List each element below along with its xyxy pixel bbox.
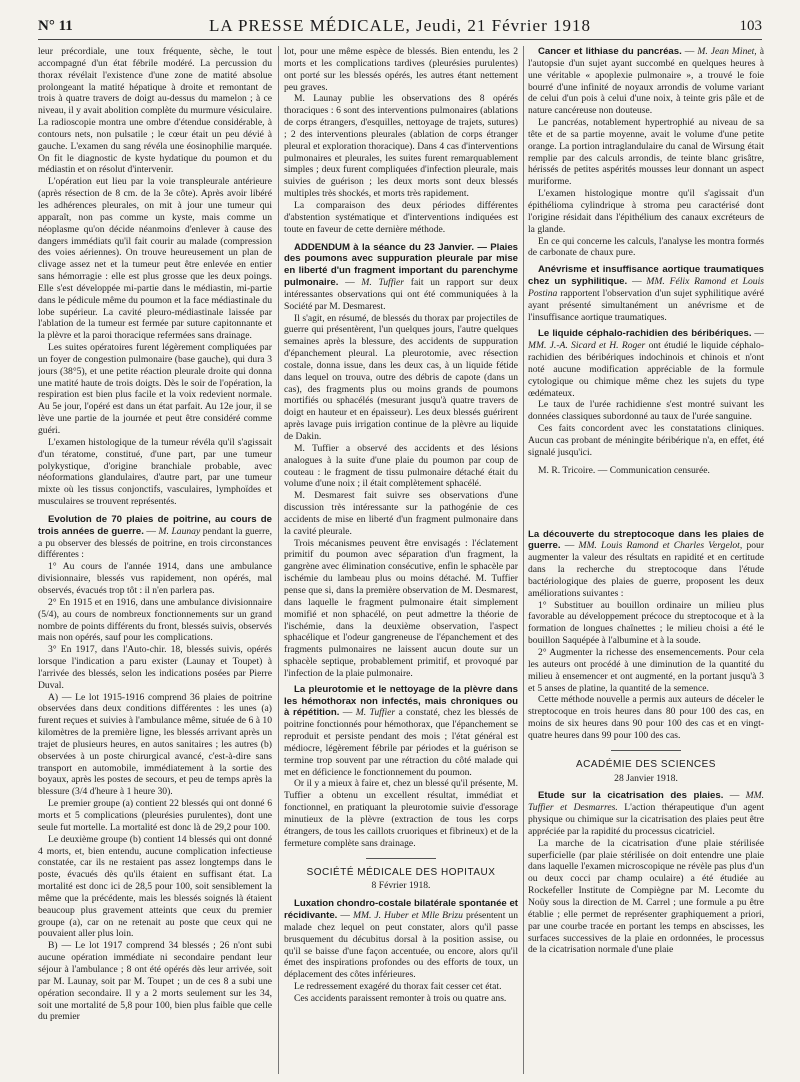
- article-intro: Le liquide céphalo-rachidien des béribériques. — MM. J.-A. Sicard et H. Roger ont étudié le liquide céphalo-rachidien des béribériques indochinois et chinois et n'ont noté aucune modification appréciable de la formule cytologique ou chimique même chez les sujets du type œdémateux.: [528, 328, 764, 399]
- paragraph: Cette méthode nouvelle a permis aux auteurs de déceler le streptocoque en trois heures dans 80 pour 100 des cas, en moins de six heures dans 90 pour 100 des cas et en vingt-quatre heures dans 99 pour 100 des cas.: [528, 694, 764, 741]
- paragraph: lot, pour une même espèce de blessés. Bien entendu, les 2 morts et les complications tardives (pleurésies purulentes) ont porté sur les blessés opérés, les autres étant nettement peu graves.: [284, 46, 518, 93]
- paragraph: leur précordiale, une toux fréquente, sèche, le tout accompagné d'un état fébrile modéré. La percussion du thorax révélait l'existence d'une zone de matité absolue prolongeant la matité hépatique à droite et remontant de trois à quatre travers de doigt au-dessus du mamelon ; à ce niveau, il y avait abolition complète du murmure vésiculaire. La radioscopie montra une ombre d'étendue considérable, à contours nets, non pulsatile ; le cœur était un peu dévié à gauche. L'examen du sang révéla une éosinophilie marquée. On fit le diagnostic de kyste hydatique du poumon et du médiastin et on résolut d'intervenir.: [38, 46, 272, 176]
- paragraph-text: présentent un malade chez lequel on peut constater, alors qu'il passe brusquement du décubitus dorsal à la position assise, ou qu'il se baisse d'une façon accentuée, ou encore, alors qu'il émet des inspirations profondes ou des efforts de toux, un déplacement des côtes inférieures.: [284, 910, 518, 981]
- article-author: M. Tuffier: [361, 277, 405, 289]
- article-intro: Cancer et lithiase du pancréas. — M. Jean Minet, à l'autopsie d'un sujet ayant succombé en quelques heures à une véritable « apoplexie pulmonaire », a trouvé le foie bourré d'une infinité de noyaux arrondis de volume variant de celui d'un pois à celui d'une noix, à teinte gris pâle et de nature cancéreuse non douteuse.: [528, 46, 764, 117]
- article-heading: ADDENDUM à la séance du 23 Janvier. — Plaies des poumons avec suppuration pleurale par mise en liberté d'un fragment important du parenchyme pulmonaire.: [284, 241, 518, 289]
- paragraph: Les suites opératoires furent légèrement compliquées par un foyer de congestion pulmonaire (base gauche), qui dura 3 jours (38°5), et une petite réaction pleurale droite qui donna une matité haute de trois doigts. Dès le soir de l'opération, la respiration est bien plus facile et la voix redevient normale. Au 5e jour, l'opéré est dans un état parfait. Au 12e jour, il se lève une partie de la journée et peut être considéré comme guéri.: [38, 342, 272, 436]
- paragraph: M. Desmarest fait suivre ses observations d'une discussion très intéressante sur la pathogénie de ces accidents de mise en liberté d'un fragment pulmonaire dans la cavité pleurale.: [284, 490, 518, 537]
- article-author: M. Jean Minet,: [697, 46, 757, 57]
- paragraph-text: pour augmenter la valeur des résultats en rapidité et en certitude dans la recherche du streptocoque dans l'étude bactériologique des plaies de guerre, proposent les deux améliorations suivantes :: [528, 540, 764, 599]
- list-item: 1° Substituer au bouillon ordinaire un milieu plus favorable au développement précoce du streptocoque et à la formation de longues chaînettes ; le milieu choisi a été le bouillon Saquépée à l'albumine et à la soude.: [528, 599, 764, 647]
- paragraph-text: L'action thérapeutique d'un agent physique ou chimique sur la cicatrisation des plaies peut être appréciée par la rapidité du processus cicatriciel.: [528, 802, 764, 837]
- article-heading: Etude sur la cicatrisation des plaies.: [538, 790, 724, 802]
- article-author: MM. Félix Ramond et Louis Postina: [528, 276, 764, 299]
- paragraph: Il s'agit, en résumé, de blessés du thorax par projectiles de guerre qui présentèrent, l'un quelques jours, l'autre quelques semaines après la blessure, des accidents de suppuration d'épanchement pleural. La pleurotomie, avec résection costale, donna issue, dans les deux cas, à un liquide fétide dans lequel on trouva, outre des débris de capote (dans un cas), des fragments plus ou moins grands de poumons mortifiés ou sphacélés (mesurant jusqu'à quatre travers de doigt en hauteur et en épaisseur). Les deux blessés guérirent après lavage puis irrigation continue de la plèvre au liquide de Dakin.: [284, 312, 518, 442]
- page-number: 103: [739, 18, 762, 34]
- paragraph: Trois mécanismes peuvent être envisagés : l'éclatement primitif du poumon avec séparation d'un fragment, la gangrène avec élimination consécutive, enfin le sphacèle par ischémie du lambeau plus ou moins détaché. M. Tuffier pense que si, dans la première observation de M. Desmarest, dans laquelle le fragment pulmonaire était simplement momifié et non sphacélé, on peut admettre la théorie de l'ischémie, dans la deuxième observation, l'aspect sphacélique et l'odeur gangreneuse de l'épanchement et des fragments pulmonaires ne laissent aucun doute sur un sphacèle septique, probablement primitif, et provoqué par l'infection de la plaie pulmonaire.: [284, 537, 518, 679]
- signature-line: M. R. Tricoire. — Communication censurée.: [538, 464, 710, 476]
- blank-space: [528, 477, 764, 529]
- column-2: [284, 46, 518, 1074]
- paragraph-text: fait un rapport sur deux intéressantes observations qui ont été communiquées à la Société par M. Desmarest.: [284, 277, 518, 312]
- article-author: M. Launay: [158, 525, 201, 537]
- column-1: [38, 46, 272, 1074]
- paragraph-text: pendant la guerre, a pu observer des blessés de poitrine, en trois circonstances différentes :: [38, 525, 272, 561]
- section-date: 28 Janvier 1918.: [614, 772, 678, 784]
- article-heading: Cancer et lithiase du pancréas.: [538, 46, 682, 57]
- paragraph: Or il y a mieux à faire et, chez un blessé qu'il présente, M. Tuffier a obtenu un excellent résultat, immédiat et fonctionnel, en pratiquant la pleurotomie suivie d'essorage minutieux de la plèvre (extraction de tous les corps étrangers, de tous les caillots cruoriques et fibrineux) et de la fermeture complète sans drainage.: [284, 778, 518, 849]
- paragraph: En ce qui concerne les calculs, l'analyse les montra formés de carbonate de chaux pure.: [528, 235, 764, 259]
- article-heading: Luxation chondro-costale bilatérale spontanée et récidivante.: [284, 898, 518, 922]
- paragraph: Le pancréas, notablement hypertrophié au niveau de sa tête et de sa partie moyenne, avait le volume d'une petite orange. La portion intraglandulaire du canal de Wirsung était remplie par des calculs arrondis, de teinte blanc grisâtre, hérissés de petites aspérités mousses leur donnant un aspect muriforme.: [528, 117, 764, 188]
- paragraph: M. Launay publie les observations des 8 opérés thoraciques : 6 sont des interventions pulmonaires (ablations de corps étrangers, d'esquilles, nettoyage de trajets, sutures) ; 2 des interventions pleurales (ablation de corps étranger pleural et exploration thoracique). Dans 4 cas d'interventions pulmonaires et pleurales, les suites furent remarquablement simples ; deux furent compliquées d'infection pleurale, mais suivies de guérison ; les deux morts sont deux blessés multiples très shockés, et morts très rapidement.: [284, 93, 518, 200]
- paragraph: B) — Le lot 1917 comprend 34 blessés ; 26 n'ont subi aucune opération immédiate ni secondaire pendant leur séjour à l'ambulance ; 8 ont été opérés dès leur arrivée, soit par M. Launay, soit par M. Toupet ; un de ces 8 a subi une opération secondaire. Il y a 2 morts seulement sur les 34, soit une mortalité de 5,8 pour 100, bien plus faible que celle du premier: [38, 940, 272, 1023]
- column-3: [528, 46, 764, 1074]
- section-date: 8 Février 1918.: [371, 880, 431, 892]
- article-author: MM. J. Huber et Mlle Brizu: [352, 910, 463, 922]
- paragraph: L'opération eut lieu par la voie transpleurale antérieure (après résection de 8 cm. de la 3e côte). Après avoir libéré les adhérences pleurales, on mit à jour une tumeur qui apparaît, non pas comme un kyste, mais comme un néoplasme qu'on décide néanmoins d'enlever à cause des dangers immédiats qu'il fait courir au malade (compression des voies aériennes). On trouve heureusement un plan de clivage assez net et la tumeur peut être enlevée en entier sans hémorragie : elle est plus grosse que les deux poings. Elle s'est développée mi-partie dans le médiastin, mi-partie dans le pédicule même du poumon et la face médiastinale du lobe supérieur. La cavité pleuro-médiastinale laissée par l'ablation de la tumeur est fermée par suture capitonnante et la plèvre et la paroi thoracique refermées sans drainage.: [38, 176, 272, 342]
- paragraph: M. Tuffier a observé des accidents et des lésions analogues à la suite d'une plaie du poumon par coup de couteau : le fragment de tissu pulmonaire détaché était du volume d'une noix ; il était complètement sphacélé.: [284, 442, 518, 490]
- article-intro: ADDENDUM à la séance du 23 Janvier. — Plaies des poumons avec suppuration pleurale par mise en liberté d'un fragment important du parenchyme pulmonaire. — M. Tuffier fait un rapport sur deux intéressantes observations qui ont été communiquées à la Société par M. Desmarest.: [284, 241, 518, 312]
- paragraph: L'examen histologique de la tumeur révéla qu'il s'agissait d'un tératome, constitué, d'une part, par une tumeur polykystique, d'origine branchiale probable, avec néoformations glandulaires, d'autre part, par une tumeur mixte où les tissus conjonctifs, vasculaires, lymphoïdes et musculaires se trouvent représentés.: [38, 436, 272, 508]
- paragraph-text: rapportent l'observation d'un sujet syphilitique avéré ayant présenté simultanément un anévrisme et de l'insuffisance aortique traumatiques.: [528, 287, 764, 323]
- article-intro: La découverte du streptocoque dans les plaies de guerre. — MM. Louis Ramond et Charles Vergelot, pour augmenter la valeur des résultats en rapidité et en certitude dans la recherche du streptocoque dans l'étude bactériologique des plaies de guerre, proposent les deux améliorations suivantes :: [528, 528, 764, 599]
- paragraph-text: ont étudié le liquide céphalo-rachidien des béribériques indochinois et chinois et n'ont noté aucune modification appréciable de la formule cytologique ou chimique même chez les sujets du type œdémateux.: [528, 340, 764, 399]
- section-rule: [366, 858, 436, 859]
- list-item: 1° Au cours de l'année 1914, dans une ambulance divisionnaire, blessés vus rapidement, non opérés, mal observés, évacués trop tôt : il n'en parlera pas.: [38, 561, 272, 596]
- article-author: MM. Tuffier et Desmarres.: [528, 790, 764, 814]
- article-intro: La pleurotomie et le nettoyage de la plèvre dans les hémothorax non infectés, mais chroniques ou à répétition. — M. Tuffier a constaté, chez les blessés de poitrine fonctionnés pour hémothorax, que l'épanchement se reproduit et persiste pendant des mois ; l'état général est médiocre, légèrement fébrile par périodes et la guérison se termine trop souvent par une rétraction du côté malade qui met en déficience le fonctionnement du poumon.: [284, 683, 518, 778]
- article-intro: Anévrisme et insuffisance aortique traumatiques chez un syphilitique. — MM. Félix Ramond et Louis Postina rapportent l'observation d'un sujet syphilitique avéré ayant présenté simultanément un anévrisme et de l'insuffisance aortique traumatiques.: [528, 264, 764, 323]
- section-rule: [611, 750, 681, 751]
- page-header: [38, 14, 762, 40]
- article-heading: Anévrisme et insuffisance aortique traumatiques chez un syphilitique.: [528, 264, 764, 288]
- article-heading: Le liquide céphalo-rachidien des béribériques.: [538, 328, 752, 340]
- list-item: 2° Augmenter la richesse des ensemencements. Pour cela les auteurs ont procédé à une diminution de la quantité du milieu à ensemencer et ont augmenté, en la portant jusqu'à 3 et 5 anses de platine, la quantité de la semence.: [528, 646, 764, 694]
- paragraph: La marche de la cicatrisation d'une plaie stérilisée superficielle (par plaie stérilisée on doit entendre une plaie dans laquelle l'examen microscopique ne révèle pas plus d'un ou deux cocci par champ oculaire) a été étudiée au Rockefeller Institute de Compiègne par M. Lecomte du Noüy sous la direction de M. Carrel ; une formule a pu être établie ; elle permet de représenter graphiquement a priori, par une courbe tracée en portant les temps en abscisses, les surfaces successives de la plaie en ordonnées, le processus de la cicatrisation normale d'une plaie: [528, 837, 764, 956]
- list-item: 2° En 1915 et en 1916, dans une ambulance divisionnaire (5/4), au cours de nombreux fonctionnements sur un grand nombre de points différents du front, blessés suivis, observés mais non opérés, sauf pour les complications.: [38, 596, 272, 644]
- article-heading: La pleurotomie et le nettoyage de la plèvre dans les hémothorax non infectés, mais chroniques ou à répétition.: [284, 683, 518, 719]
- section-heading: SOCIÉTÉ MÉDICALE DES HOPITAUX: [306, 866, 496, 878]
- paragraph: Ces accidents paraissent remonter à trois ou quatre ans.: [294, 992, 507, 1004]
- article-intro: Etude sur la cicatrisation des plaies. — MM. Tuffier et Desmarres. L'action thérapeutique d'un agent physique ou chimique sur la cicatrisation des plaies peut être appréciée par la rapidité du processus cicatriciel.: [528, 790, 764, 837]
- article-heading: Evolution de 70 plaies de poitrine, au cours de trois années de guerre.: [38, 513, 272, 537]
- journal-title: LA PRESSE MÉDICALE, Jeudi, 21 Février 1918: [209, 16, 591, 35]
- column-divider: [278, 46, 279, 1074]
- article-author: M. Tuffier: [355, 707, 396, 719]
- paragraph: La comparaison des deux périodes différentes d'abstention systématique et d'interventions indiquées est toute en faveur de cette dernière méthode.: [284, 199, 518, 235]
- column-divider: [523, 46, 524, 1074]
- paragraph-text: a constaté, chez les blessés de poitrine fonctionnés pour hémothorax, que l'épanchement se reproduit et persiste pendant des mois ; l'état général est médiocre, légèrement fébrile par périodes et la guérison se termine trop souvent par une rétraction du côté malade qui met en déficience le fonctionnement du poumon.: [284, 707, 518, 778]
- list-item: 3° En 1917, dans l'Auto-chir. 18, blessés suivis, opérés lorsque l'indication a paru exister (Launay et Toupet) à l'arrivée des blessés, selon les indications posées par Pierre Duval.: [38, 644, 272, 691]
- paragraph: A) — Le lot 1915-1916 comprend 36 plaies de poitrine observées dans deux conditions différentes : les unes (a) furent reçues et suivies à l'ambulance même, située de 6 à 10 kilomètres de la première ligne, les blessés arrivant après un trajet de plusieurs heures, en autos sanitaires ; les autres (b) observées à un poste chirurgical avancé, c'est-à-dire sans transport en automobile, immédiatement à la sortie des boyaux, après les postes de secours, et peu de temps après la blessure (3/4 d'heure à 1 heure 30).: [38, 691, 272, 798]
- paragraph: Ces faits concordent avec les constatations cliniques. Aucun cas probant de méningite béribérique n'a, en effet, été signalé jusqu'ici.: [528, 423, 764, 458]
- paragraph: Le deuxième groupe (b) contient 14 blessés qui ont donné 4 morts, et, bien entendu, aucune complication infectieuse constatée, car ils ne restaient pas assez longtemps dans le poste, évacués dès qu'ils étaient en suffisant état. La mortalité est donc ici de 28,5 pour 100, soit sensiblement la même que la précédente, mais les blessés soignés là étaient beaucoup plus gravement atteints que ceux du premier groupe (a), car on ne retenait au poste que ceux qui ne pouvaient aller plus loin.: [38, 833, 272, 940]
- paragraph-text: à l'autopsie d'un sujet ayant succombé en quelques heures à une véritable « apoplexie pulmonaire », a trouvé le foie bourré d'une infinité de noyaux arrondis de volume variant de celui d'un pois à celui d'une noix, à teinte gris pâle et de nature cancéreuse non douteuse.: [528, 46, 764, 117]
- article-author: MM. Louis Ramond et Charles Vergelot,: [578, 540, 743, 552]
- issue-number: N° 11: [38, 18, 73, 34]
- article-author: MM. J.-A. Sicard et H. Roger: [528, 340, 646, 352]
- paragraph: Le taux de l'urée rachidienne s'est montré suivant les données classiques subordonné au taux de l'urée sanguine.: [528, 399, 764, 423]
- paragraph: Le premier groupe (a) contient 22 blessés qui ont donné 6 morts et 5 complications (pleurésies purulentes), dont une seule fut mortelle. La mortalité est donc là de 29,2 pour 100.: [38, 798, 272, 833]
- article-intro: Evolution de 70 plaies de poitrine, au cours de trois années de guerre. — M. Launay pendant la guerre, a pu observer des blessés de poitrine, en trois circonstances différentes :: [38, 513, 272, 561]
- paragraph: Le redressement exagéré du thorax fait cesser cet état.: [294, 981, 502, 993]
- section-heading: ACADÉMIE DES SCIENCES: [576, 758, 716, 770]
- article-heading: La découverte du streptocoque dans les plaies de guerre.: [528, 528, 764, 552]
- article-intro: Luxation chondro-costale bilatérale spontanée et récidivante. — MM. J. Huber et Mlle Brizu présentent un malade chez lequel on peut constater, alors qu'il passe brusquement du décubitus dorsal à la position assise, ou qu'il se baisse d'une façon accentuée, ou encore, alors qu'il émet des inspirations profondes ou des efforts de toux, un déplacement des côtes inférieures.: [284, 898, 518, 981]
- paragraph: L'examen histologique montre qu'il s'agissait d'un épithélioma cylindrique à stroma peu caractérisé dont l'origine résidait dans l'épithélium des canaux excréteurs de la glande.: [528, 188, 764, 235]
